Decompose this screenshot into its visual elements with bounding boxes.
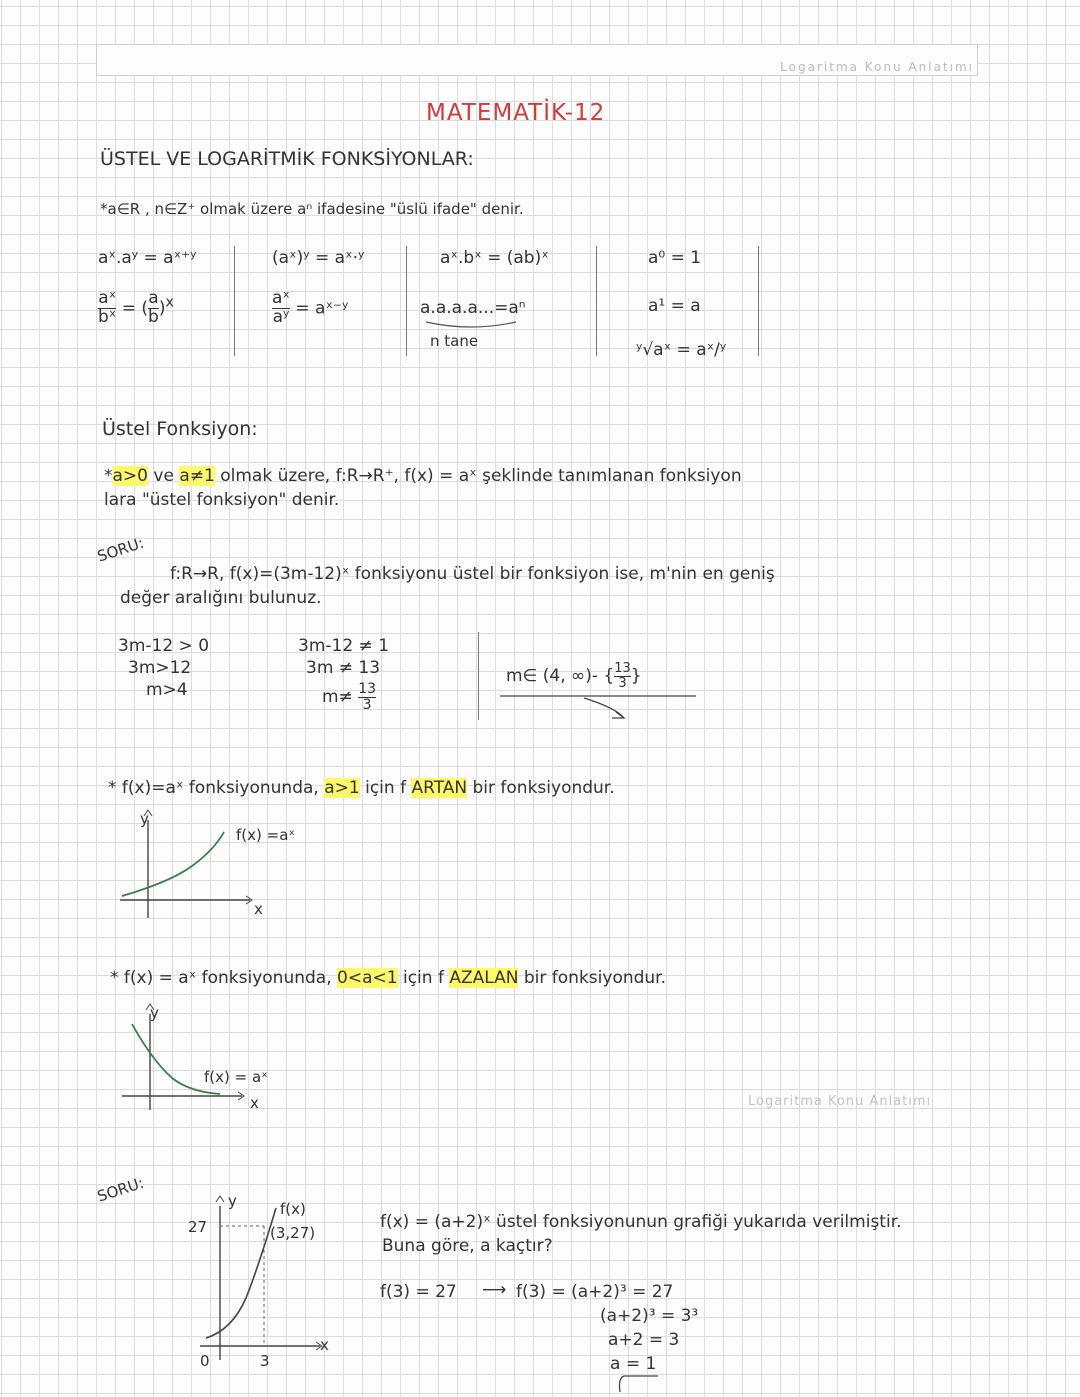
q1-col2-frac-den: 3 (362, 696, 372, 713)
q2-y-label: y (228, 1192, 237, 1210)
question1-label: SORU: (95, 533, 147, 566)
q1-col2-frac-num: 13 (358, 681, 377, 697)
dec-highlight: 0<a<1 (337, 968, 398, 988)
rule-product-base: aˣ.bˣ = (ab)ˣ (440, 248, 549, 268)
question1-line1: f:R→R, f(x)=(3m-12)ˣ fonksiyonu üstel bir fonksiyon ise, m'nin en geniş (170, 564, 775, 584)
rule-quotient-rhs-exp: x (165, 294, 174, 311)
rule-zero-power: a⁰ = 1 (648, 248, 702, 268)
question2-graph (180, 1190, 340, 1370)
q2-curve-label: f(x) (280, 1200, 306, 1218)
increasing-statement (108, 780, 615, 797)
q2-step1-rhs: f(3) = (a+2)³ = 27 (516, 1282, 674, 1302)
dec-curve-label: f(x) = aˣ (204, 1068, 268, 1086)
faded-footer-text: Logaritma Konu Anlatımı (748, 1094, 932, 1109)
rule-quotient-lhs-num: aˣ (98, 288, 117, 308)
inc-highlight: a>1 (324, 778, 360, 798)
underbrace-n-tane (426, 322, 516, 330)
dec-prefix: * f(x) = aˣ fonksiyonunda, (110, 968, 332, 988)
rule-root-rhs: = aˣ/ʸ (676, 340, 727, 360)
q1-col2-row3-text: m≠ (322, 687, 353, 708)
inc-keyword: ARTAN (411, 778, 468, 798)
q2-step1-lhs: f(3) = 27 (380, 1282, 457, 1302)
exp-function-heading: Üstel Fonksiyon: (102, 418, 258, 440)
faded-header-text: Logaritma Konu Anlatımı (780, 60, 974, 74)
def-ve: ve (153, 466, 174, 486)
q1-col1-row1: 3m-12 > 0 (118, 636, 210, 656)
highlight-a-positive: a>0 (112, 466, 148, 486)
dec-y-label: y (150, 1004, 159, 1022)
exp-function-definition: *a>0 ve a≠1 olmak üzere, f:R→R⁺, f(x) = aˣ şeklinde tanımlanan fonksiyon (104, 466, 742, 486)
rule-divider-1 (234, 246, 243, 356)
dec-suffix: bir fonksiyondur. (523, 968, 667, 988)
q1-answer-frac-num: 13 (614, 661, 631, 676)
inc-y-label: y (140, 810, 149, 828)
q2-step3: a+2 = 3 (608, 1330, 680, 1350)
q2-line2: Buna göre, a kaçtır? (382, 1236, 553, 1256)
q1-answer-prefix: m∈ (4, ∞)- { (506, 666, 615, 687)
q1-answer-frac-den: 3 (618, 675, 627, 691)
rule-first-power: a¹ = a (648, 296, 701, 316)
rule-quotient-rhs-num: a (148, 288, 159, 308)
q2-y-tick: 27 (188, 1218, 208, 1236)
def-rest: olmak üzere, f:R→R⁺, f(x) = aˣ şeklinde tanımlanan fonksiyon (220, 466, 742, 486)
rule-root-lhs: ʸ√aˣ (636, 340, 672, 360)
rule-quotient2-den: aʸ (272, 306, 290, 327)
rule-quotient2-num: aˣ (272, 288, 290, 308)
q1-answer-suffix: } (630, 666, 642, 687)
rule-repeated-product-sub: n tane (430, 332, 479, 350)
definition-text: *a∈R , n∈Z⁺ olmak üzere aⁿ ifadesine "üslü ifade" denir. (100, 200, 524, 218)
dec-x-label: x (250, 1094, 259, 1112)
q2-step2: (a+2)³ = 3³ (600, 1306, 699, 1326)
q1-col1-row3: m>4 (146, 680, 188, 700)
dec-mid: için f (402, 968, 444, 988)
q1-col1-row2: 3m>12 (128, 658, 192, 678)
exp-function-definition-line2: lara "üstel fonksiyon" denir. (104, 490, 340, 510)
q2-x-label: x (320, 1336, 329, 1354)
rule-quotient-rhs-den: b (148, 306, 159, 327)
rule-product: aˣ.aʸ = aˣ⁺ʸ (98, 248, 197, 268)
q1-answer-underline (500, 694, 700, 724)
inc-x-label: x (254, 900, 263, 918)
q2-step4: a = 1 (610, 1354, 657, 1374)
inc-mid: için f (365, 778, 407, 798)
decreasing-graph (112, 1000, 292, 1120)
q1-answer (506, 662, 642, 690)
rule-divider-2 (406, 246, 415, 356)
question1-line2: değer aralığını bulunuz. (120, 588, 322, 608)
question2-label: SORU: (95, 1173, 147, 1206)
q2-x-tick-3: 3 (260, 1352, 270, 1370)
dec-keyword: AZALAN (449, 968, 519, 988)
inc-prefix: * f(x)=aˣ fonksiyonunda, (108, 778, 319, 798)
q1-col2-row2: 3m ≠ 13 (306, 658, 381, 678)
rule-divider-4 (758, 246, 767, 356)
q2-answer-mark (608, 1374, 668, 1394)
q2-arrow: ⟶ (482, 1280, 507, 1300)
q2-point-label: (3,27) (270, 1224, 316, 1242)
rule-divider-3 (596, 246, 605, 356)
page-title: MATEMATİK-12 (426, 100, 606, 126)
inc-suffix: bir fonksiyondur. (472, 778, 615, 798)
q2-x-tick-0: 0 (200, 1352, 210, 1370)
rule-root (636, 342, 726, 359)
rule-quotient (272, 290, 348, 327)
rule-quotient2-rhs: = aˣ⁻ʸ (295, 298, 349, 319)
decreasing-statement (110, 970, 666, 987)
rule-quotient-base: $\frac{\text{aˣ}}{\text{bˣ}}$ = ( $\frac{a}{b}$ )$^x$ (98, 288, 174, 327)
q2-line1: f(x) = (a+2)ˣ üstel fonksiyonunun grafiği yukarıda verilmiştir. (380, 1212, 902, 1232)
section-heading: ÜSTEL VE LOGARİTMİK FONKSİYONLAR: (100, 148, 474, 170)
q1-col2-row3 (322, 682, 376, 712)
inc-curve-label: f(x) =aˣ (236, 826, 296, 844)
rule-power-of-power: (aˣ)ʸ = aˣ·ʸ (272, 248, 365, 268)
rule-quotient-lhs-den: bˣ (98, 306, 117, 327)
rule-repeated-product: a.a.a.a...=aⁿ (420, 298, 526, 318)
highlight-a-not-one: a≠1 (179, 466, 215, 486)
q1-col2-row1: 3m-12 ≠ 1 (298, 636, 390, 656)
q1-answer-divider (478, 632, 487, 720)
